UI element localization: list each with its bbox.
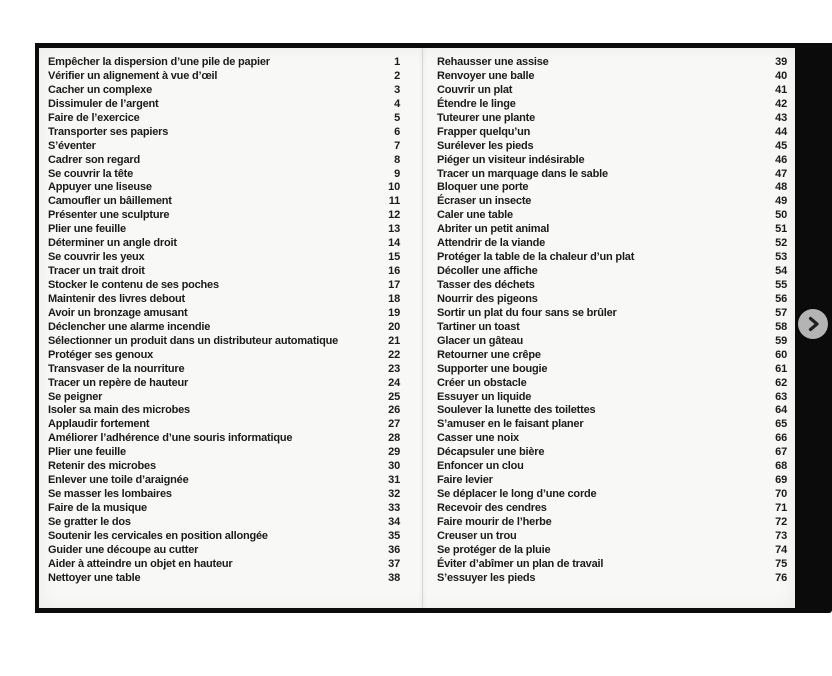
toc-entry-label: Sortir un plat du four sans se brûler	[437, 306, 617, 319]
toc-entry-page-number: 32	[388, 488, 400, 501]
toc-entry-page-number: 48	[775, 181, 787, 194]
toc-entry-page-number: 61	[775, 362, 787, 375]
toc-entry-page-number: 52	[775, 237, 787, 250]
toc-entry-page-number: 4	[394, 97, 400, 110]
toc-entry-page-number: 39	[775, 56, 787, 68]
toc-entry	[48, 293, 400, 307]
toc-entry-label: Rehausser une assise	[437, 56, 549, 68]
toc-entry-label: Abriter un petit animal	[437, 223, 550, 236]
toc-entry-label: Attendrir de la viande	[437, 237, 546, 250]
toc-entry	[437, 56, 787, 70]
toc-entry-page-number: 66	[775, 432, 787, 445]
toc-entry	[437, 265, 787, 279]
toc-entry	[48, 168, 400, 182]
toc-entry-label: Retenir des microbes	[48, 460, 156, 473]
toc-entry-label: S’essuyer les pieds	[437, 571, 536, 584]
toc-entry	[48, 572, 400, 586]
toc-entry	[437, 126, 787, 140]
chevron-right-icon	[804, 315, 822, 333]
toc-entry	[48, 223, 400, 237]
toc-entry-label: Se couvrir les yeux	[48, 251, 145, 264]
toc-entry-page-number: 44	[775, 125, 787, 138]
toc-entry-page-number: 31	[388, 474, 400, 487]
toc-entry	[437, 70, 787, 84]
toc-entry	[48, 335, 400, 349]
toc-entry-page-number: 30	[388, 460, 400, 473]
toc-entry-page-number: 3	[394, 83, 400, 96]
toc-entry-page-number: 54	[775, 265, 787, 278]
toc-entry-label: Maintenir des livres debout	[48, 292, 186, 305]
toc-entry-page-number: 64	[775, 404, 787, 417]
toc-entry	[437, 530, 787, 544]
toc-entry-page-number: 42	[775, 97, 787, 110]
toc-entry-page-number: 46	[775, 153, 787, 166]
toc-entry	[437, 404, 787, 418]
toc-entry-page-number: 29	[388, 446, 400, 459]
toc-entry	[48, 112, 400, 126]
toc-entry-label: Faire de la musique	[48, 502, 147, 514]
toc-entry-page-number: 6	[394, 125, 400, 138]
toc-entry-label: Éviter d’abîmer un plan de travail	[437, 557, 604, 570]
toc-entry	[48, 516, 400, 530]
toc-entry	[48, 530, 400, 544]
toc-entry-label: Guider une découpe au cutter	[48, 543, 199, 556]
toc-entry-label: Créer un obstacle	[437, 376, 527, 389]
toc-entry	[437, 237, 787, 251]
toc-entry-label: Enfoncer un clou	[437, 460, 524, 473]
toc-entry-label: Appuyer une liseuse	[48, 181, 152, 194]
toc-entry-label: Écraser un insecte	[437, 195, 532, 208]
toc-entry-label: Supporter une bougie	[437, 362, 548, 375]
toc-entry-label: Couvrir un plat	[437, 83, 513, 96]
toc-entry-page-number: 16	[388, 265, 400, 278]
toc-entry-label: Cadrer son regard	[48, 153, 140, 166]
toc-entry-label: Renvoyer une balle	[437, 69, 535, 82]
toc-entry	[437, 502, 787, 516]
toc-entry-page-number: 72	[775, 515, 787, 528]
toc-entry	[437, 446, 787, 460]
toc-entry-page-number: 27	[388, 418, 400, 431]
toc-entry	[48, 558, 400, 572]
toc-entry-page-number: 59	[775, 334, 787, 347]
toc-entry-page-number: 23	[388, 362, 400, 375]
toc-entry-label: Creuser un trou	[437, 529, 517, 542]
toc-entry	[48, 544, 400, 558]
toc-entry-page-number: 73	[775, 529, 787, 542]
toc-entry	[48, 56, 400, 70]
toc-entry	[48, 474, 400, 488]
toc-entry-page-number: 68	[775, 460, 787, 473]
toc-entry-page-number: 60	[775, 348, 787, 361]
toc-entry-page-number: 5	[394, 111, 400, 124]
toc-entry	[48, 84, 400, 98]
toc-entry-label: Décoller une affiche	[437, 265, 538, 278]
toc-entry-label: Étendre le linge	[437, 97, 516, 110]
toc-entry	[437, 223, 787, 237]
toc-entry-page-number: 55	[775, 279, 787, 291]
toc-entry-label: Améliorer l’adhérence d’une souris informatique	[48, 432, 293, 445]
toc-entry-label: Piéger un visiteur indésirable	[437, 153, 585, 166]
next-page-button[interactable]	[798, 309, 828, 339]
toc-entry-page-number: 34	[388, 515, 400, 528]
toc-entry-page-number: 45	[775, 139, 787, 152]
toc-entry	[437, 321, 787, 335]
toc-entry-label: Protéger la table de la chaleur d’un plat	[437, 251, 635, 264]
toc-entry-page-number: 2	[394, 69, 400, 82]
toc-entry-label: Essuyer un liquide	[437, 390, 532, 403]
toc-entry-page-number: 15	[388, 251, 400, 264]
toc-entry	[437, 251, 787, 265]
toc-entry-page-number: 22	[388, 348, 400, 361]
toc-entry	[437, 558, 787, 572]
toc-entry-page-number: 37	[388, 557, 400, 570]
toc-entry-page-number: 50	[775, 209, 787, 222]
toc-entry	[48, 265, 400, 279]
toc-entry	[48, 432, 400, 446]
toc-entry-label: Déterminer un angle droit	[48, 237, 177, 250]
toc-entry-label: Protéger ses genoux	[48, 348, 154, 361]
toc-entry-label: Se peigner	[48, 390, 103, 403]
toc-entry-label: Stocker le contenu de ses poches	[48, 279, 219, 291]
toc-entry-label: Soutenir les cervicales en position allongée	[48, 529, 268, 542]
toc-entry	[437, 154, 787, 168]
toc-entry-label: Se protéger de la pluie	[437, 543, 551, 556]
toc-entry-page-number: 71	[775, 502, 787, 514]
toc-entry-label: Frapper quelqu’un	[437, 125, 531, 138]
toc-entry	[437, 460, 787, 474]
toc-entry	[437, 195, 787, 209]
toc-entry	[48, 195, 400, 209]
toc-entry-label: Casser une noix	[437, 432, 519, 445]
toc-entry-page-number: 69	[775, 474, 787, 487]
toc-entry	[48, 502, 400, 516]
toc-entry-page-number: 65	[775, 418, 787, 431]
toc-entry	[437, 279, 787, 293]
book-page-frame	[35, 43, 832, 613]
toc-entry	[437, 209, 787, 223]
toc-entry-page-number: 75	[775, 557, 787, 570]
toc-entry	[48, 446, 400, 460]
toc-entry-page-number: 20	[388, 320, 400, 333]
toc-entry	[437, 572, 787, 586]
toc-entry-page-number: 53	[775, 251, 787, 264]
toc-entry-label: S’amuser en le faisant planer	[437, 418, 584, 431]
toc-entry	[437, 544, 787, 558]
toc-entry-page-number: 51	[775, 223, 787, 236]
toc-entry-label: Isoler sa main des microbes	[48, 404, 190, 417]
toc-entry-label: Se déplacer le long d’une corde	[437, 488, 597, 501]
toc-entry-label: Camoufler un bâillement	[48, 195, 172, 208]
toc-entry-label: Déclencher une alarme incendie	[48, 320, 211, 333]
toc-entry-label: Dissimuler de l’argent	[48, 97, 159, 110]
toc-entry	[48, 209, 400, 223]
toc-entry	[437, 168, 787, 182]
toc-entry-label: Plier une feuille	[48, 446, 126, 459]
toc-entry	[48, 98, 400, 112]
toc-entry-page-number: 25	[388, 390, 400, 403]
toc-entry-page-number: 62	[775, 376, 787, 389]
toc-entry-label: Recevoir des cendres	[437, 502, 547, 514]
toc-entry-label: Faire levier	[437, 474, 493, 487]
toc-entry-page-number: 35	[388, 529, 400, 542]
toc-entry	[437, 516, 787, 530]
toc-entry-label: Vérifier un alignement à vue d’œil	[48, 69, 218, 82]
toc-entry	[437, 140, 787, 154]
toc-entry-label: Retourner une crêpe	[437, 348, 541, 361]
toc-entry-page-number: 13	[388, 223, 400, 236]
toc-entry	[48, 418, 400, 432]
toc-entry	[437, 377, 787, 391]
toc-entry	[48, 460, 400, 474]
toc-entry	[48, 181, 400, 195]
toc-entry-page-number: 14	[388, 237, 400, 250]
toc-entry-label: Tracer un marquage dans le sable	[437, 167, 608, 180]
toc-entry-page-number: 1	[394, 56, 400, 68]
toc-entry-label: Transporter ses papiers	[48, 125, 169, 138]
toc-entry	[48, 404, 400, 418]
toc-entry-label: Nettoyer une table	[48, 571, 141, 584]
toc-entry-label: Se masser les lombaires	[48, 488, 172, 501]
toc-entry-page-number: 40	[775, 69, 787, 82]
toc-entry-page-number: 70	[775, 488, 787, 501]
toc-entry-label: Enlever une toile d’araignée	[48, 474, 189, 487]
toc-entry-label: Tracer un repère de hauteur	[48, 376, 189, 389]
book-page-spread	[39, 48, 795, 608]
toc-entry-page-number: 38	[388, 571, 400, 584]
toc-entry	[48, 126, 400, 140]
toc-entry-label: S’éventer	[48, 139, 96, 152]
toc-entry-page-number: 58	[775, 320, 787, 333]
toc-entry-label: Faire de l’exercice	[48, 111, 140, 124]
toc-entry-label: Caler une table	[437, 209, 513, 222]
toc-entry-label: Décapsuler une bière	[437, 446, 545, 459]
toc-entry-label: Tuteurer une plante	[437, 111, 536, 124]
toc-entry-page-number: 11	[388, 195, 400, 208]
toc-entry	[48, 321, 400, 335]
toc-entry	[48, 391, 400, 405]
toc-entry	[48, 349, 400, 363]
toc-entry	[437, 181, 787, 195]
toc-entry-page-number: 63	[775, 390, 787, 403]
toc-entry	[437, 432, 787, 446]
toc-entry-page-number: 9	[394, 167, 400, 180]
toc-entry-page-number: 28	[388, 432, 400, 445]
toc-entry-label: Avoir un bronzage amusant	[48, 306, 188, 319]
toc-entry	[437, 391, 787, 405]
toc-entry-label: Aider à atteindre un objet en hauteur	[48, 557, 233, 570]
toc-entry-label: Cacher un complexe	[48, 83, 152, 96]
toc-entry-page-number: 24	[388, 376, 400, 389]
toc-entry-page-number: 57	[775, 306, 787, 319]
toc-entry	[48, 488, 400, 502]
toc-entry	[437, 418, 787, 432]
toc-entry-label: Se couvrir la tête	[48, 167, 134, 180]
toc-entry	[437, 363, 787, 377]
toc-entry	[48, 140, 400, 154]
toc-entry-label: Faire mourir de l’herbe	[437, 515, 552, 528]
toc-entry-label: Empêcher la dispersion d’une pile de papier	[48, 56, 270, 68]
toc-entry-page-number: 26	[388, 404, 400, 417]
toc-entry-label: Tasser des déchets	[437, 279, 535, 291]
toc-entry	[48, 307, 400, 321]
toc-entry	[48, 377, 400, 391]
toc-entry-page-number: 17	[388, 279, 400, 291]
page-gutter-line	[422, 48, 423, 608]
toc-entry-page-number: 21	[388, 334, 400, 347]
toc-entry-label: Surélever les pieds	[437, 139, 534, 152]
toc-entry	[48, 154, 400, 168]
toc-entry-page-number: 12	[388, 209, 400, 222]
toc-entry-label: Sélectionner un produit dans un distributeur automatique	[48, 334, 339, 347]
toc-entry	[48, 237, 400, 251]
toc-entry-page-number: 76	[775, 571, 787, 584]
toc-column-left	[48, 56, 400, 586]
toc-entry-label: Glacer un gâteau	[437, 334, 524, 347]
toc-entry-label: Bloquer une porte	[437, 181, 529, 194]
toc-entry	[48, 251, 400, 265]
toc-entry-page-number: 49	[775, 195, 787, 208]
toc-entry-label: Nourrir des pigeons	[437, 292, 538, 305]
toc-entry	[48, 70, 400, 84]
toc-entry-page-number: 10	[388, 181, 400, 194]
toc-entry-page-number: 8	[394, 153, 400, 166]
toc-entry	[437, 98, 787, 112]
toc-entry-label: Se gratter le dos	[48, 515, 131, 528]
toc-entry-page-number: 36	[388, 543, 400, 556]
toc-entry-page-number: 74	[775, 543, 787, 556]
toc-entry	[437, 293, 787, 307]
toc-entry-page-number: 18	[388, 292, 400, 305]
toc-entry-label: Applaudir fortement	[48, 418, 150, 431]
toc-entry-page-number: 43	[775, 111, 787, 124]
toc-entry	[437, 307, 787, 321]
toc-entry	[437, 349, 787, 363]
toc-entry-page-number: 41	[775, 83, 787, 96]
toc-entry-page-number: 7	[394, 139, 400, 152]
toc-entry-page-number: 33	[388, 502, 400, 514]
toc-entry-page-number: 56	[775, 292, 787, 305]
toc-entry	[437, 474, 787, 488]
toc-entry	[437, 84, 787, 98]
toc-entry-label: Transvaser de la nourriture	[48, 362, 185, 375]
toc-entry-page-number: 67	[775, 446, 787, 459]
toc-entry	[437, 112, 787, 126]
toc-entry-label: Plier une feuille	[48, 223, 126, 236]
toc-entry	[48, 279, 400, 293]
toc-entry-page-number: 19	[388, 306, 400, 319]
toc-entry-label: Tracer un trait droit	[48, 265, 145, 278]
toc-entry-label: Soulever la lunette des toilettes	[437, 404, 596, 417]
toc-entry	[437, 488, 787, 502]
toc-entry	[437, 335, 787, 349]
toc-column-right	[437, 56, 787, 586]
toc-entry	[48, 363, 400, 377]
toc-entry-label: Présenter une sculpture	[48, 209, 170, 222]
toc-entry-page-number: 47	[775, 167, 787, 180]
toc-entry-label: Tartiner un toast	[437, 320, 520, 333]
